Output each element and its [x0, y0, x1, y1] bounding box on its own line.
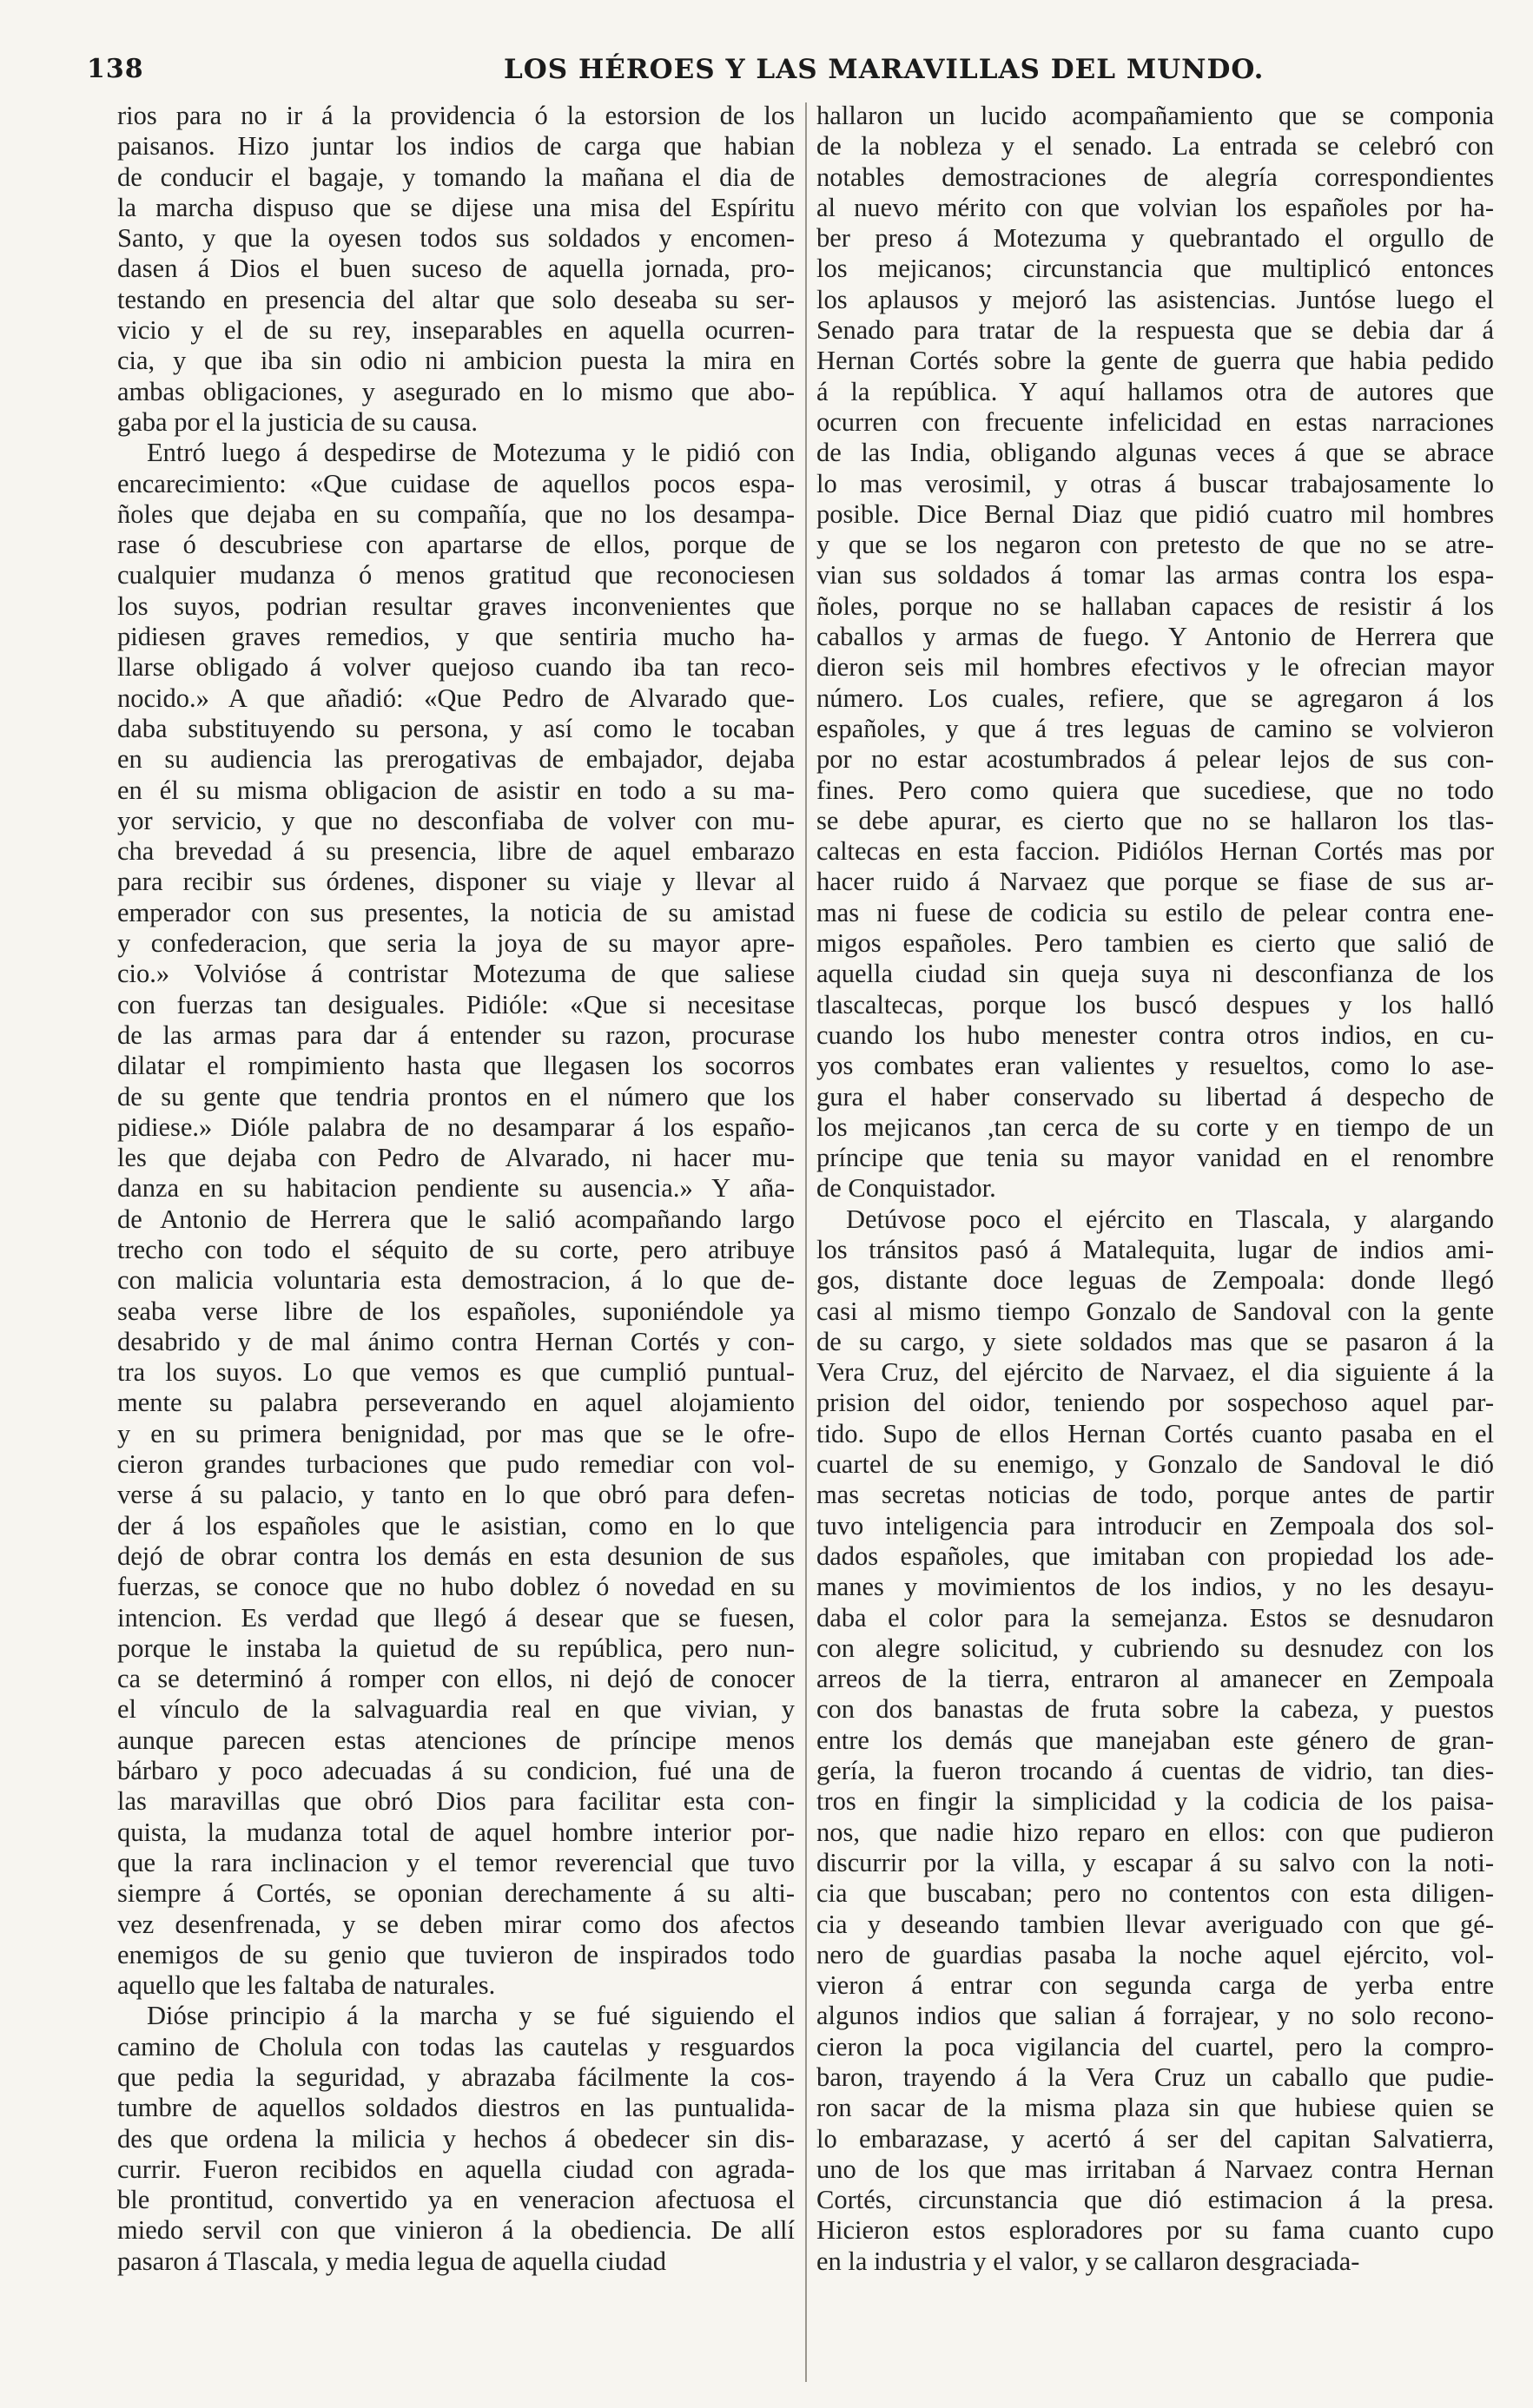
- text-line: y confederacion, que seria la joya de su mayor apre-: [117, 928, 795, 959]
- text-line: cualquier mudanza ó menos gratitud que reconociesen: [117, 560, 795, 590]
- text-line: mas ni fuese de codicia su estilo de pelear contra ene-: [816, 897, 1494, 927]
- text-line: seaba verse libre de los españoles, suponiéndole ya: [117, 1296, 795, 1326]
- text-line: se debe apurar, es cierto que no se hallaron los tlas-: [816, 805, 1494, 835]
- text-line: tuvo inteligencia para introducir en Zempoala dos sol-: [816, 1510, 1494, 1540]
- text-line: cia, y que iba sin odio ni ambicion puesta la mira en: [117, 346, 795, 376]
- text-line: ambas obligaciones, y asegurado en lo mismo que abo-: [117, 376, 795, 406]
- text-line: Hicieron estos esploradores por su fama cuanto cupo: [816, 2215, 1494, 2246]
- text-line: y en su primera benignidad, por mas que se le ofre-: [117, 1418, 795, 1448]
- text-line: aunque parecen estas atenciones de príncipe menos: [117, 1725, 795, 1755]
- text-line: mas secretas noticias de todo, porque antes de partir: [816, 1480, 1494, 1510]
- text-line: arreos de la tierra, entraron al amanecer en Zempoala: [816, 1664, 1494, 1694]
- text-line: con dos banastas de fruta sobre la cabeza, y puestos: [816, 1694, 1494, 1725]
- text-line: cia y deseando tambien llevar averiguado con que gé-: [816, 1909, 1494, 1939]
- text-line: tlascaltecas, porque los buscó despues y los halló: [816, 989, 1494, 1019]
- text-line: ocurren con frecuente infelicidad en estas narraciones: [816, 406, 1494, 437]
- text-line: vieron á entrar con segunda carga de yerba entre: [816, 1970, 1494, 2001]
- text-line: la marcha dispuso que se dijese una misa del Espíritu: [117, 192, 795, 222]
- text-line: de su cargo, y siete soldados mas que se pasaron á la: [816, 1326, 1494, 1356]
- text-line: casi al mismo tiempo Gonzalo de Sandoval con la gente: [816, 1296, 1494, 1326]
- right-text-column: [816, 101, 1494, 2385]
- text-line: dieron seis mil hombres efectivos y le ofrecian mayor: [816, 652, 1494, 683]
- text-line: ron sacar de la misma plaza sin que hubiese quien se: [816, 2093, 1494, 2123]
- text-line: á la república. Y aquí hallamos otra de autores que: [816, 376, 1494, 406]
- text-line: aquella ciudad sin queja suya ni desconfianza de los: [816, 959, 1494, 989]
- text-line: con fuerzas tan desiguales. Pidióle: «Que si necesitase: [117, 989, 795, 1019]
- text-line: Senado para tratar de la respuesta que se debia dar á: [816, 315, 1494, 346]
- text-line: migos españoles. Pero tambien es cierto que salió de: [816, 928, 1494, 959]
- text-line: dados españoles, que imitaban con propiedad los ade-: [816, 1540, 1494, 1571]
- text-line: los tránsitos pasó á Matalequita, lugar de indios ami-: [816, 1234, 1494, 1264]
- text-line: los suyos, podrian resultar graves inconvenientes que: [117, 590, 795, 621]
- text-line: vez desenfrenada, y se deben mirar como dos afectos: [117, 1909, 795, 1939]
- text-line: entre los demás que manejaban este género de gran-: [816, 1725, 1494, 1755]
- text-line: lo embarazase, y acertó á ser del capitan Salvatierra,: [816, 2123, 1494, 2154]
- text-line: con malicia voluntaria esta demostracion, á lo que de-: [117, 1265, 795, 1296]
- text-line: dejó de obrar contra los demás en esta desunion de sus: [117, 1540, 795, 1571]
- text-line: príncipe que tenia su mayor vanidad en el renombre: [816, 1143, 1494, 1173]
- text-line: prision del oidor, teniendo por sospechoso aquel par-: [816, 1388, 1494, 1418]
- text-line: bárbaro y poco adecuadas á su condicion, fué una de: [117, 1756, 795, 1786]
- text-line: Hernan Cortés sobre la gente de guerra que habia pedido: [816, 346, 1494, 376]
- text-line: al nuevo mérito con que volvian los españoles por ha-: [816, 192, 1494, 222]
- running-title: LOS HÉROES Y LAS MARAVILLAS DEL MUNDO.: [504, 54, 1265, 85]
- text-line: verse á su palacio, y tanto en lo que obró para defen-: [117, 1480, 795, 1510]
- text-line: gería, la fueron trocando á cuentas de vidrio, tan dies-: [816, 1756, 1494, 1786]
- text-line: emperador con sus presentes, la noticia de su amistad: [117, 897, 795, 927]
- text-line: Vera Cruz, del ejército de Narvaez, el dia siguiente á la: [816, 1357, 1494, 1388]
- text-line: de su gente que tendria prontos en el número que los: [117, 1081, 795, 1112]
- text-line: por no estar acostumbrados á pelear lejos de sus con-: [816, 744, 1494, 775]
- text-line: dasen á Dios el buen suceso de aquella jornada, pro-: [117, 254, 795, 284]
- text-line: algunos indios que salian á forrajear, y no solo recono-: [816, 2001, 1494, 2031]
- text-line: las maravillas que obró Dios para facilitar esta con-: [117, 1786, 795, 1817]
- text-line: notables demostraciones de alegría correspondientes: [816, 162, 1494, 192]
- text-line: rase ó descubriese con apartarse de ellos, porque de: [117, 530, 795, 560]
- text-line: cuando los hubo menester contra otros indios, en cu-: [816, 1019, 1494, 1050]
- text-line: gaba por el la justicia de su causa.: [117, 406, 478, 437]
- text-line: trecho con todo el séquito de su corte, pero atribuye: [117, 1234, 795, 1264]
- text-line: miedo servil con que vinieron á la obediencia. De allí: [117, 2215, 795, 2246]
- text-line: en él su misma obligacion de asistir en todo a su ma-: [117, 775, 795, 805]
- text-line: nocido.» A que añadió: «Que Pedro de Alvarado que-: [117, 683, 795, 713]
- text-line: fuerzas, se conoce que no hubo doblez ó novedad en su: [117, 1572, 795, 1602]
- text-line: ñoles que dejaba en su compañía, que no los desampa-: [117, 498, 795, 529]
- text-line: encarecimiento: «Que cuidase de aquellos pocos espa-: [117, 468, 795, 498]
- text-line: los mejicanos ,tan cerca de su corte y en tiempo de un: [816, 1112, 1494, 1142]
- text-line: gos, distante doce leguas de Zempoala: donde llegó: [816, 1265, 1494, 1296]
- text-line: de las India, obligando algunas veces á que se abrace: [816, 438, 1494, 468]
- text-line: Dióse principio á la marcha y se fué siguiendo el: [147, 2001, 795, 2031]
- text-line: cio.» Volvióse á contristar Motezuma de que saliese: [117, 959, 795, 989]
- text-line: número. Los cuales, refiere, que se agregaron á los: [816, 683, 1494, 713]
- text-line: danza en su habitacion pendiente su ausencia.» Y aña-: [117, 1173, 795, 1204]
- text-line: con alegre solicitud, y cubriendo su desnudez con los: [816, 1633, 1494, 1663]
- text-line: Cortés, circunstancia que dió estimacion á la presa.: [816, 2185, 1494, 2215]
- text-line: posible. Dice Bernal Diaz que pidió cuatro mil hombres: [816, 498, 1494, 529]
- text-line: hallaron un lucido acompañamiento que se componia: [816, 101, 1494, 130]
- text-line: vicio y el de su rey, inseparables en aquella ocurren-: [117, 315, 795, 346]
- text-line: Entró luego á despedirse de Motezuma y le pidió con: [147, 438, 795, 468]
- text-line: mente su palabra perseverando en aquel alojamiento: [117, 1388, 795, 1418]
- text-line: de las armas para dar á entender su razon, procurase: [117, 1019, 795, 1050]
- text-line: ñoles, porque no se hallaban capaces de resistir á los: [816, 590, 1494, 621]
- text-line: dilatar el rompimiento hasta que llegasen los socorros: [117, 1051, 795, 1081]
- text-line: caltecas en esta faccion. Pidiólos Hernan Cortés mas por: [816, 836, 1494, 867]
- text-line: aquello que les faltaba de naturales.: [117, 1970, 496, 2001]
- text-line: yos combates eran valientes y resueltos, como lo ase-: [816, 1051, 1494, 1081]
- text-line: que pedia la seguridad, y abrazaba fácilmente la cos-: [117, 2062, 795, 2092]
- text-line: en su audiencia las prerogativas de embajador, dejaba: [117, 744, 795, 775]
- text-line: llarse obligado á volver quejoso cuando iba tan reco-: [117, 652, 795, 683]
- text-line: ber preso á Motezuma y quebrantado el orgullo de: [816, 223, 1494, 254]
- text-line: lo mas verosimil, y otras á buscar trabajosamente lo: [816, 468, 1494, 498]
- text-line: cuartel de su enemigo, y Gonzalo de Sandoval le dió: [816, 1449, 1494, 1480]
- text-line: currir. Fueron recibidos en aquella ciudad con agrada-: [117, 2154, 795, 2184]
- text-line: fines. Pero como quiera que sucediese, que no todo: [816, 775, 1494, 805]
- text-line: españoles, y que á tres leguas de camino se volvieron: [816, 713, 1494, 743]
- text-line: enemigos de su genio que tuvieron de inspirados todo: [117, 1939, 795, 1969]
- text-line: pidiesen graves remedios, y que sentiria mucho ha-: [117, 622, 795, 652]
- text-line: de la nobleza y el senado. La entrada se celebró con: [816, 131, 1494, 162]
- left-text-column: [117, 101, 795, 2385]
- text-line: para recibir sus órdenes, disponer su viaje y llevar al: [117, 867, 795, 897]
- text-line: cieron grandes turbaciones que pudo remediar con vol-: [117, 1449, 795, 1480]
- text-line: porque le instaba la quietud de su república, pero nun-: [117, 1633, 795, 1663]
- text-line: vian sus soldados á tomar las armas contra los espa-: [816, 560, 1494, 590]
- text-line: de Conquistador.: [816, 1173, 996, 1204]
- text-line: baron, trayendo á la Vera Cruz un caballo que pudie-: [816, 2062, 1494, 2092]
- text-line: rios para no ir á la providencia ó la estorsion de los: [117, 101, 795, 130]
- text-line: los aplausos y mejoró las asistencias. Juntóse luego el: [816, 284, 1494, 314]
- text-line: tido. Supo de ellos Hernan Cortés cuanto pasaba en el: [816, 1418, 1494, 1448]
- text-line: discurrir por la villa, y escapar á su salvo con la noti-: [816, 1847, 1494, 1877]
- text-line: tra los suyos. Lo que vemos es que cumplió puntual-: [117, 1357, 795, 1388]
- text-line: uno de los que mas irritaban á Narvaez contra Hernan: [816, 2154, 1494, 2184]
- text-line: pasaron á Tlascala, y media legua de aquella ciudad: [117, 2246, 667, 2276]
- text-line: de Antonio de Herrera que le salió acompañando largo: [117, 1204, 795, 1234]
- text-line: los mejicanos; circunstancia que multiplicó entonces: [816, 254, 1494, 284]
- text-line: daba substituyendo su persona, y así como le tocaban: [117, 713, 795, 743]
- text-line: cia que buscaban; pero no contentos con esta diligen-: [816, 1878, 1494, 1909]
- text-line: testando en presencia del altar que solo deseaba su ser-: [117, 284, 795, 314]
- text-line: nos, que nadie hizo reparo en ellos: con que pudieron: [816, 1817, 1494, 1847]
- text-line: paisanos. Hizo juntar los indios de carga que habian: [117, 131, 795, 162]
- page-header: [0, 54, 1533, 96]
- text-line: intencion. Es verdad que llegó á desear que se fuesen,: [117, 1602, 795, 1633]
- text-line: cha brevedad á su presencia, libre de aquel embarazo: [117, 836, 795, 867]
- text-line: en la industria y el valor, y se callaron desgraciada-: [816, 2246, 1360, 2276]
- text-line: el vínculo de la salvaguardia real en que vivian, y: [117, 1694, 795, 1725]
- text-line: cieron la poca vigilancia del cuartel, pero la compro-: [816, 2031, 1494, 2062]
- text-line: de conducir el bagaje, y tomando la mañana el dia de: [117, 162, 795, 192]
- text-line: y que se los negaron con pretesto de que no se atre-: [816, 530, 1494, 560]
- text-line: que la rara inclinacion y el temor reverencial que tuvo: [117, 1847, 795, 1877]
- column-divider: [805, 102, 807, 2382]
- text-line: ca se determinó á romper con ellos, ni dejó de conocer: [117, 1664, 795, 1694]
- text-line: manes y movimientos de los indios, y no les desayu-: [816, 1572, 1494, 1602]
- page-number: 138: [87, 54, 144, 84]
- text-line: siempre á Cortés, se oponian derechamente á su alti-: [117, 1878, 795, 1909]
- text-line: les que dejaba con Pedro de Alvarado, ni hacer mu-: [117, 1143, 795, 1173]
- text-line: ble prontitud, convertido ya en veneracion afectuosa el: [117, 2185, 795, 2215]
- text-line: tros en fingir la simplicidad y la codicia de los paisa-: [816, 1786, 1494, 1817]
- text-line: des que ordena la milicia y hechos á obedecer sin dis-: [117, 2123, 795, 2154]
- text-line: yor servicio, y que no desconfiaba de volver con mu-: [117, 805, 795, 835]
- text-line: desabrido y de mal ánimo contra Hernan Cortés y con-: [117, 1326, 795, 1356]
- text-line: caballos y armas de fuego. Y Antonio de Herrera que: [816, 622, 1494, 652]
- text-line: gura el haber conservado su libertad á despecho de: [816, 1081, 1494, 1112]
- text-line: nero de guardias pasaba la noche aquel ejército, vol-: [816, 1939, 1494, 1969]
- text-line: hacer ruido á Narvaez que porque se fiase de sus ar-: [816, 867, 1494, 897]
- text-line: quista, la mudanza total de aquel hombre interior por-: [117, 1817, 795, 1847]
- text-line: camino de Cholula con todas las cautelas y resguardos: [117, 2031, 795, 2062]
- text-line: Detúvose poco el ejército en Tlascala, y alargando: [846, 1204, 1494, 1234]
- text-line: der á los españoles que le asistian, como en lo que: [117, 1510, 795, 1540]
- text-line: tumbre de aquellos soldados diestros en las puntualida-: [117, 2093, 795, 2123]
- text-line: pidiese.» Dióle palabra de no desamparar á los españo-: [117, 1112, 795, 1142]
- text-line: Santo, y que la oyesen todos sus soldados y encomen-: [117, 223, 795, 254]
- text-line: daba el color para la semejanza. Estos se desnudaron: [816, 1602, 1494, 1633]
